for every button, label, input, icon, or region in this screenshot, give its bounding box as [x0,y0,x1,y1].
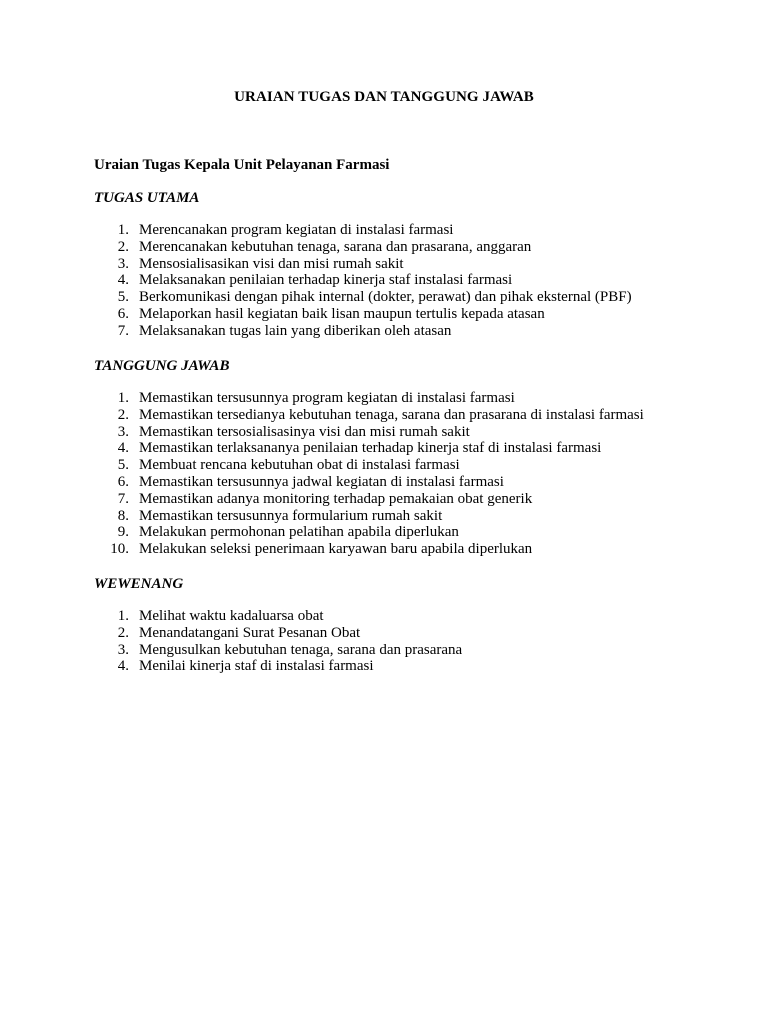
item-number: 6. [117,305,129,322]
section-heading-tugas-utama: TUGAS UTAMA [94,190,200,206]
item-text: Memastikan tersusunnya formularium rumah sakit [139,507,443,524]
item-number: 5. [117,457,129,474]
item-text: Mengusulkan kebutuhan tenaga, sarana dan prasarana [139,641,463,658]
section-heading-tanggung-jawab: TANGGUNG JAWAB [94,358,230,374]
item-number: 1. [117,390,129,406]
item-number: 3. [117,641,129,658]
item-number: 1. [117,222,129,238]
item-text: Merencanakan kebutuhan tenaga, sarana dan prasarana, anggaran [139,238,532,255]
item-text: Melaporkan hasil kegiatan baik lisan maupun tertulis kepada atasan [139,305,545,322]
item-number: 9. [117,524,129,541]
item-text: Melakukan seleksi penerimaan karyawan baru apabila diperlukan [139,541,533,558]
item-text: Memastikan tersusunnya program kegiatan di instalasi farmasi [139,390,515,406]
item-text: Berkomunikasi dengan pihak internal (dokter, perawat) dan pihak eksternal (PBF) [139,289,632,306]
item-text: Mensosialisasikan visi dan misi rumah sakit [139,255,404,272]
item-text: Membuat rencana kebutuhan obat di instalasi farmasi [139,457,460,474]
item-number: 2. [117,406,129,423]
item-number: 7. [117,490,129,507]
document-title: URAIAN TUGAS DAN TANGGUNG JAWAB [234,89,534,105]
item-number: 6. [117,473,129,490]
item-number: 3. [117,423,129,440]
item-text: Melaksanakan tugas lain yang diberikan oleh atasan [139,322,452,339]
item-number: 4. [117,440,129,457]
item-number: 2. [117,624,129,641]
item-number: 7. [117,322,129,339]
item-text: Menilai kinerja staf di instalasi farmasi [139,658,374,675]
item-number: 4. [117,658,129,675]
item-text: Menandatangani Surat Pesanan Obat [139,624,361,641]
item-text: Memastikan adanya monitoring terhadap pemakaian obat generik [139,490,533,507]
item-text: Melihat waktu kadaluarsa obat [139,608,324,624]
item-number: 2. [117,238,129,255]
item-text: Merencanakan program kegiatan di instalasi farmasi [139,222,454,238]
item-number: 5. [117,289,129,306]
item-number: 1. [117,608,129,624]
item-text: Memastikan tersusunnya jadwal kegiatan di instalasi farmasi [139,473,504,490]
item-text: Melakukan permohonan pelatihan apabila diperlukan [139,524,459,541]
section-heading-wewenang: WEWENANG [94,576,184,592]
item-text: Memastikan terlaksananya penilaian terhadap kinerja staf di instalasi farmasi [139,440,602,457]
item-number: 4. [117,272,129,289]
document-subtitle: Uraian Tugas Kepala Unit Pelayanan Farmasi [94,157,390,173]
item-number: 3. [117,255,129,272]
item-text: Melaksanakan penilaian terhadap kinerja staf instalasi farmasi [139,272,513,289]
item-number: 8. [117,507,129,524]
item-text: Memastikan tersedianya kebutuhan tenaga, sarana dan prasarana di instalasi farmasi [139,406,644,423]
item-number: 10. [110,541,129,558]
item-text: Memastikan tersosialisasinya visi dan misi rumah sakit [139,423,470,440]
